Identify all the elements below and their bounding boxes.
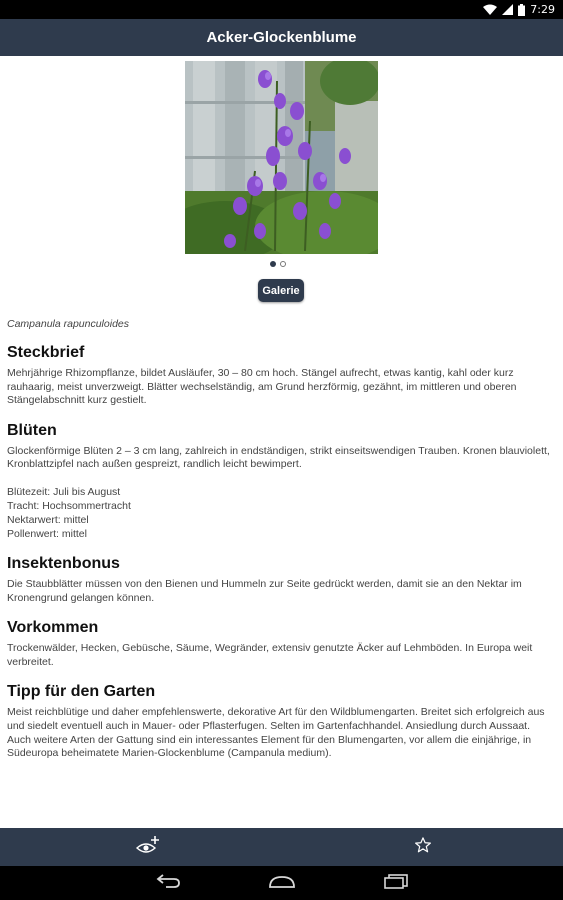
bottom-action-bar: [0, 828, 563, 866]
page-title: Acker-Glockenblume: [206, 29, 357, 46]
battery-icon: [518, 4, 525, 16]
star-outline-icon: [414, 836, 432, 858]
section-heading: Tipp für den Garten: [7, 683, 156, 701]
section-heading: Steckbrief: [7, 344, 85, 361]
section-text: Meist reichblütige und daher empfehlenswerte, dekorative Art für den Wildblumengarten. Breitet sich erfolgreich aus und siedelt eventuell auch in Mauer- oder Pflasterfugen. Selten im Gartenfachhandel. Ansiedlung durch Aussaat. Auch weitere Arten der Gattung sind ein interessantes Element für den Blumengarten, vor allem die einjährige, in Südeuropa beheimatete Marien-Glockenblume (Campanula medium).: [7, 706, 545, 760]
latin-name: Campanula rapunculoides: [7, 318, 129, 330]
section-text: Glockenförmige Blüten 2 – 3 cm lang, zahlreich in endständigen, strikt einseitswendigen Trauben. Kronen blauviolett, Kronblattzipfel nach außen gespreizt, randlich leicht bewimpert.: [7, 444, 550, 471]
section-heading: Vorkommen: [7, 619, 99, 637]
nav-recents-button[interactable]: [371, 866, 421, 900]
status-time: 7:29: [530, 3, 555, 16]
section-tipp-garten: [7, 682, 556, 760]
section-text: Die Staubblätter müssen von den Bienen und Hummeln zur Seite gedrückt werden, damit sie an den Nektar im Kronengrund gelangen können.: [7, 577, 522, 604]
bloom-facts: [7, 485, 556, 541]
fact-bloom-time: Blütezeit: Juli bis August: [7, 485, 121, 498]
back-icon: [156, 873, 182, 893]
section-insektenbonus: [7, 554, 556, 605]
plant-photo[interactable]: [185, 61, 378, 254]
app-bar: [0, 19, 563, 56]
content-scroll-area[interactable]: [0, 56, 563, 828]
page-dot-active: [270, 261, 276, 267]
section-vorkommen: [7, 618, 556, 669]
section-heading: Insektenbonus: [7, 554, 120, 572]
system-navigation-bar: [0, 866, 563, 900]
favorite-button[interactable]: [393, 828, 453, 866]
section-text: Trockenwälder, Hecken, Gebüsche, Säume, Wegränder, extensiv genutzte Äcker auf Lehmböden. In Europa weit verbreitet.: [7, 642, 533, 668]
nav-back-button[interactable]: [144, 866, 194, 900]
signal-icon: [502, 4, 513, 15]
page-dot: [280, 261, 286, 267]
fact-nectar-value: Nektarwert: mittel: [7, 513, 89, 526]
section-blueten: [7, 421, 556, 541]
section-text: Mehrjährige Rhizompflanze, bildet Ausläufer, 30 – 80 cm hoch. Stängel aufrecht, etwas kantig, kahl oder kurz rauhaarig, meist unverzweigt. Blätter wechselständig, am Grund herzförmig, gezähnt, im mittleren und oberen Stängelabschnitt kurz gestielt.: [7, 367, 517, 407]
recents-icon: [383, 873, 409, 893]
nav-home-button[interactable]: [257, 866, 307, 900]
home-icon: [268, 874, 296, 893]
status-bar: [0, 0, 563, 19]
section-heading: Blüten: [7, 421, 57, 439]
add-sighting-eye-icon: [135, 834, 161, 860]
wifi-icon: [483, 4, 497, 15]
section-steckbrief: [7, 343, 556, 408]
fact-pollen-value: Pollenwert: mittel: [7, 527, 87, 540]
gallery-button[interactable]: Galerie: [258, 279, 304, 302]
fact-tracht: Tracht: Hochsommertracht: [7, 499, 131, 512]
plant-article: [7, 318, 556, 774]
gallery-page-indicator: [270, 259, 294, 269]
add-sighting-button[interactable]: [118, 828, 178, 866]
